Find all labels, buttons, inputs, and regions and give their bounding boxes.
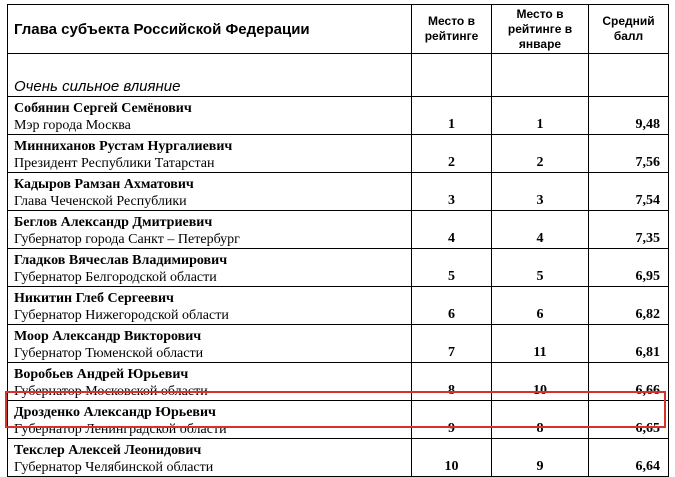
header-average-score: Средний балл bbox=[589, 5, 669, 54]
rank-january-cell: 6 bbox=[492, 287, 589, 325]
governor-title: Мэр города Москва bbox=[14, 118, 131, 133]
score-cell: 7,35 bbox=[589, 211, 669, 249]
score-cell: 6,65 bbox=[589, 401, 669, 439]
score-cell: 7,54 bbox=[589, 173, 669, 211]
governor-cell bbox=[8, 325, 412, 363]
governor-name: Собянин Сергей Семёнович bbox=[14, 101, 192, 116]
governor-title: Губернатор Челябинской области bbox=[14, 460, 214, 475]
table-row bbox=[8, 173, 669, 211]
governor-cell bbox=[8, 135, 412, 173]
header-governor: Глава субъекта Российской Федерации bbox=[8, 5, 412, 54]
governor-title: Губернатор Нижегородской области bbox=[14, 308, 229, 323]
score-cell: 7,56 bbox=[589, 135, 669, 173]
score-cell: 6,66 bbox=[589, 363, 669, 401]
governor-cell bbox=[8, 401, 412, 439]
table-row bbox=[8, 287, 669, 325]
rank-cell: 1 bbox=[412, 97, 492, 135]
governor-title: Губернатор Белгородской области bbox=[14, 270, 217, 285]
rank-cell: 4 bbox=[412, 211, 492, 249]
governor-name: Кадыров Рамзан Ахматович bbox=[14, 177, 194, 192]
table-row bbox=[8, 135, 669, 173]
governor-name: Никитин Глеб Сергеевич bbox=[14, 291, 174, 306]
governor-name: Дрозденко Александр Юрьевич bbox=[14, 405, 216, 420]
table-row bbox=[8, 325, 669, 363]
table-row bbox=[8, 249, 669, 287]
rank-january-cell: 3 bbox=[492, 173, 589, 211]
rank-cell: 7 bbox=[412, 325, 492, 363]
section-title: Очень сильное влияние bbox=[8, 54, 412, 97]
header-rank: Место в рейтинге bbox=[412, 5, 492, 54]
rank-cell: 2 bbox=[412, 135, 492, 173]
rating-table bbox=[7, 4, 669, 477]
score-cell: 6,64 bbox=[589, 439, 669, 477]
table-row bbox=[8, 211, 669, 249]
governor-name: Гладков Вячеслав Владимирович bbox=[14, 253, 228, 268]
score-cell: 6,82 bbox=[589, 287, 669, 325]
rank-january-cell: 4 bbox=[492, 211, 589, 249]
rank-january-cell: 5 bbox=[492, 249, 589, 287]
governor-title: Губернатор Тюменской области bbox=[14, 346, 204, 361]
governor-title: Губернатор Московской области bbox=[14, 384, 208, 399]
header-row bbox=[8, 5, 669, 54]
score-cell: 6,95 bbox=[589, 249, 669, 287]
rank-cell: 10 bbox=[412, 439, 492, 477]
governor-cell bbox=[8, 173, 412, 211]
rank-cell: 3 bbox=[412, 173, 492, 211]
rank-january-cell: 11 bbox=[492, 325, 589, 363]
score-cell: 6,81 bbox=[589, 325, 669, 363]
rank-january-cell: 10 bbox=[492, 363, 589, 401]
governor-title: Губернатор города Санкт – Петербург bbox=[14, 232, 240, 247]
table-row bbox=[8, 401, 669, 439]
governor-cell bbox=[8, 97, 412, 135]
rank-cell: 5 bbox=[412, 249, 492, 287]
governor-name: Беглов Александр Дмитриевич bbox=[14, 215, 213, 230]
governor-title: Губернатор Ленинградской области bbox=[14, 422, 227, 437]
governor-title: Президент Республики Татарстан bbox=[14, 156, 215, 171]
section-row bbox=[8, 54, 669, 97]
rank-january-cell: 9 bbox=[492, 439, 589, 477]
governor-cell bbox=[8, 287, 412, 325]
governor-cell bbox=[8, 249, 412, 287]
rank-january-cell: 1 bbox=[492, 97, 589, 135]
rank-january-cell: 2 bbox=[492, 135, 589, 173]
rank-cell: 8 bbox=[412, 363, 492, 401]
governor-cell bbox=[8, 211, 412, 249]
score-cell: 9,48 bbox=[589, 97, 669, 135]
governor-name: Текслер Алексей Леонидович bbox=[14, 443, 202, 458]
rank-cell: 6 bbox=[412, 287, 492, 325]
table-row bbox=[8, 439, 669, 477]
governor-cell bbox=[8, 439, 412, 477]
governor-cell bbox=[8, 363, 412, 401]
rank-january-cell: 8 bbox=[492, 401, 589, 439]
governor-title: Глава Чеченской Республики bbox=[14, 194, 187, 209]
governor-name: Воробьев Андрей Юрьевич bbox=[14, 367, 189, 382]
table-row bbox=[8, 363, 669, 401]
governor-name: Моор Александр Викторович bbox=[14, 329, 202, 344]
table-row bbox=[8, 97, 669, 135]
governor-name: Минниханов Рустам Нургалиевич bbox=[14, 139, 233, 154]
header-rank-january: Место в рейтинге в январе bbox=[492, 5, 589, 54]
rank-cell: 9 bbox=[412, 401, 492, 439]
